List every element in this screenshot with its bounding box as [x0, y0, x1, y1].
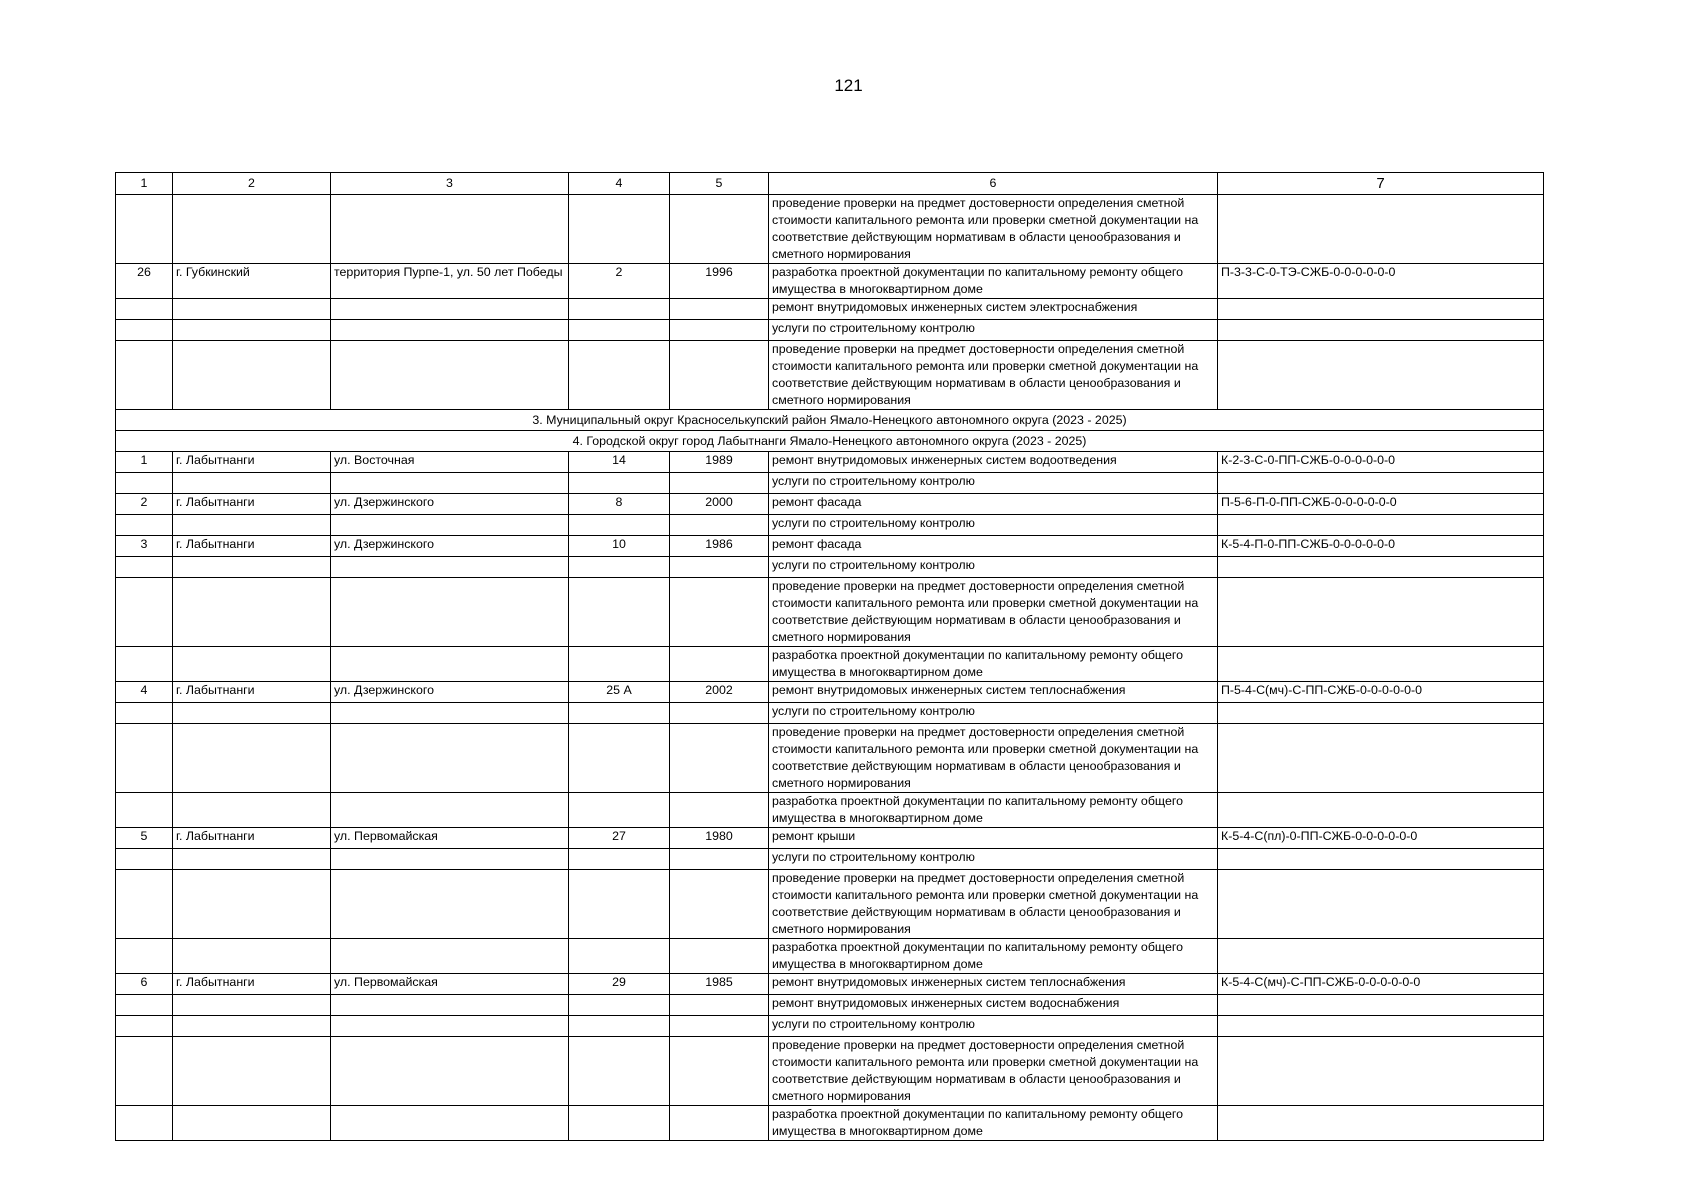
row-number-cell [116, 299, 173, 320]
work-type-cell: услуги по строительному контролю [769, 557, 1218, 578]
city-cell [173, 724, 331, 793]
work-type-cell: разработка проектной документации по капитальному ремонту общего имущества в многоквартирном доме [769, 793, 1218, 828]
work-type-cell: ремонт внутридомовых инженерных систем водоснабжения [769, 995, 1218, 1016]
table-row [116, 473, 1544, 494]
row-number-cell [116, 849, 173, 870]
work-type-cell: проведение проверки на предмет достоверности определения сметной стоимости капитального ремонта или проверки сметной документации на соответствие действующим нормативам в области ценообразования и сметного нормирования [769, 724, 1218, 793]
year-cell [670, 793, 769, 828]
work-type-cell: услуги по строительному контролю [769, 515, 1218, 536]
row-number-cell [116, 1016, 173, 1037]
row-number-cell [116, 341, 173, 410]
row-number-cell [116, 939, 173, 974]
code-cell [1218, 299, 1544, 320]
table-row [116, 578, 1544, 647]
table-row [116, 557, 1544, 578]
street-cell [331, 724, 569, 793]
house-number-cell [569, 703, 670, 724]
table-row [116, 515, 1544, 536]
code-cell [1218, 793, 1544, 828]
street-cell: ул. Восточная [331, 452, 569, 473]
year-cell: 1989 [670, 452, 769, 473]
table-row [116, 939, 1544, 974]
work-type-cell: ремонт внутридомовых инженерных систем водоотведения [769, 452, 1218, 473]
house-number-cell [569, 578, 670, 647]
table-row [116, 341, 1544, 410]
city-cell [173, 849, 331, 870]
code-cell [1218, 1106, 1544, 1141]
city-cell [173, 1016, 331, 1037]
table-row [116, 1037, 1544, 1106]
row-number-cell: 2 [116, 494, 173, 515]
table-row [116, 494, 1544, 515]
year-cell [670, 515, 769, 536]
work-type-cell: проведение проверки на предмет достоверности определения сметной стоимости капитального ремонта или проверки сметной документации на соответствие действующим нормативам в области ценообразования и сметного нормирования [769, 870, 1218, 939]
row-number-cell [116, 703, 173, 724]
street-cell [331, 647, 569, 682]
city-cell [173, 320, 331, 341]
row-number-cell [116, 724, 173, 793]
year-cell [670, 724, 769, 793]
table-row [116, 724, 1544, 793]
year-cell: 2000 [670, 494, 769, 515]
code-cell [1218, 341, 1544, 410]
year-cell [670, 870, 769, 939]
row-number-cell [116, 557, 173, 578]
work-type-cell: ремонт фасада [769, 494, 1218, 515]
code-cell [1218, 195, 1544, 264]
code-cell: К-5-4-С(пл)-0-ПП-СЖБ-0-0-0-0-0-0 [1218, 828, 1544, 849]
work-type-cell: услуги по строительному контролю [769, 1016, 1218, 1037]
city-cell: г. Лабытнанги [173, 452, 331, 473]
street-cell [331, 515, 569, 536]
year-cell [670, 939, 769, 974]
city-cell [173, 647, 331, 682]
year-cell: 1985 [670, 974, 769, 995]
work-type-cell: ремонт фасада [769, 536, 1218, 557]
code-cell [1218, 1016, 1544, 1037]
street-cell [331, 703, 569, 724]
row-number-cell [116, 995, 173, 1016]
street-cell [331, 793, 569, 828]
work-type-cell: проведение проверки на предмет достоверности определения сметной стоимости капитального ремонта или проверки сметной документации на соответствие действующим нормативам в области ценообразования и сметного нормирования [769, 1037, 1218, 1106]
row-number-cell [116, 195, 173, 264]
code-cell [1218, 849, 1544, 870]
section-row [116, 410, 1544, 431]
house-number-cell [569, 515, 670, 536]
work-type-cell: ремонт внутридомовых инженерных систем электроснабжения [769, 299, 1218, 320]
row-number-cell: 6 [116, 974, 173, 995]
row-number-cell: 26 [116, 264, 173, 299]
house-number-cell [569, 870, 670, 939]
code-cell [1218, 557, 1544, 578]
year-cell [670, 1016, 769, 1037]
house-number-cell: 27 [569, 828, 670, 849]
table-row [116, 452, 1544, 473]
row-number-cell [116, 793, 173, 828]
house-number-cell [569, 1106, 670, 1141]
work-type-cell: разработка проектной документации по капитальному ремонту общего имущества в многоквартирном доме [769, 939, 1218, 974]
house-number-cell [569, 320, 670, 341]
street-cell [331, 341, 569, 410]
house-number-cell [569, 1037, 670, 1106]
code-cell: К-5-4-С(мч)-С-ПП-СЖБ-0-0-0-0-0-0 [1218, 974, 1544, 995]
row-number-cell [116, 515, 173, 536]
header-cell: 4 [569, 173, 670, 195]
code-cell: К-5-4-П-0-ПП-СЖБ-0-0-0-0-0-0 [1218, 536, 1544, 557]
house-number-cell [569, 849, 670, 870]
row-number-cell [116, 578, 173, 647]
year-cell [670, 341, 769, 410]
year-cell: 2002 [670, 682, 769, 703]
code-cell [1218, 995, 1544, 1016]
year-cell [670, 849, 769, 870]
code-cell: П-5-6-П-0-ПП-СЖБ-0-0-0-0-0-0 [1218, 494, 1544, 515]
work-type-cell: услуги по строительному контролю [769, 703, 1218, 724]
house-number-cell: 29 [569, 974, 670, 995]
work-type-cell: ремонт внутридомовых инженерных систем теплоснабжения [769, 974, 1218, 995]
header-cell: 2 [173, 173, 331, 195]
code-cell: П-3-3-С-0-ТЭ-СЖБ-0-0-0-0-0-0 [1218, 264, 1544, 299]
table-row [116, 870, 1544, 939]
city-cell: г. Лабытнанги [173, 536, 331, 557]
row-number-cell [116, 1106, 173, 1141]
city-cell [173, 939, 331, 974]
table-row [116, 647, 1544, 682]
city-cell [173, 515, 331, 536]
city-cell [173, 1037, 331, 1106]
row-number-cell [116, 473, 173, 494]
house-number-cell [569, 341, 670, 410]
year-cell [670, 995, 769, 1016]
house-number-cell [569, 793, 670, 828]
house-number-cell [569, 557, 670, 578]
year-cell [670, 195, 769, 264]
city-cell: г. Лабытнанги [173, 974, 331, 995]
table-row [116, 264, 1544, 299]
code-cell [1218, 703, 1544, 724]
table-row [116, 299, 1544, 320]
street-cell: ул. Дзержинского [331, 494, 569, 515]
city-cell [173, 473, 331, 494]
code-cell [1218, 870, 1544, 939]
row-number-cell: 4 [116, 682, 173, 703]
code-cell [1218, 1037, 1544, 1106]
work-type-cell: проведение проверки на предмет достоверности определения сметной стоимости капитального ремонта или проверки сметной документации на соответствие действующим нормативам в области ценообразования и сметного нормирования [769, 341, 1218, 410]
street-cell: ул. Дзержинского [331, 682, 569, 703]
code-cell [1218, 939, 1544, 974]
work-type-cell: разработка проектной документации по капитальному ремонту общего имущества в многоквартирном доме [769, 647, 1218, 682]
house-number-cell: 8 [569, 494, 670, 515]
header-cell: 7 [1218, 173, 1544, 195]
year-cell [670, 557, 769, 578]
table-row [116, 682, 1544, 703]
street-cell [331, 995, 569, 1016]
code-cell: К-2-3-С-0-ПП-СЖБ-0-0-0-0-0-0 [1218, 452, 1544, 473]
row-number-cell [116, 647, 173, 682]
section-row [116, 431, 1544, 452]
year-cell: 1996 [670, 264, 769, 299]
street-cell: ул. Дзержинского [331, 536, 569, 557]
page-number: 121 [834, 76, 863, 95]
house-number-cell: 10 [569, 536, 670, 557]
street-cell [331, 870, 569, 939]
city-cell [173, 299, 331, 320]
table-row [116, 995, 1544, 1016]
work-type-cell: разработка проектной документации по капитальному ремонту общего имущества в многоквартирном доме [769, 1106, 1218, 1141]
city-cell [173, 195, 331, 264]
street-cell [331, 299, 569, 320]
header-cell: 6 [769, 173, 1218, 195]
code-cell [1218, 320, 1544, 341]
code-cell [1218, 473, 1544, 494]
city-cell [173, 557, 331, 578]
city-cell [173, 1106, 331, 1141]
street-cell [331, 849, 569, 870]
row-number-cell: 1 [116, 452, 173, 473]
table-row [116, 793, 1544, 828]
house-number-cell: 25 А [569, 682, 670, 703]
year-cell [670, 320, 769, 341]
code-cell [1218, 578, 1544, 647]
header-cell: 3 [331, 173, 569, 195]
row-number-cell [116, 320, 173, 341]
code-cell [1218, 647, 1544, 682]
house-number-cell: 14 [569, 452, 670, 473]
work-type-cell: ремонт внутридомовых инженерных систем теплоснабжения [769, 682, 1218, 703]
code-cell: П-5-4-С(мч)-С-ПП-СЖБ-0-0-0-0-0-0 [1218, 682, 1544, 703]
work-type-cell: услуги по строительному контролю [769, 320, 1218, 341]
year-cell [670, 473, 769, 494]
table-row [116, 1016, 1544, 1037]
city-cell: г. Губкинский [173, 264, 331, 299]
code-cell [1218, 515, 1544, 536]
house-number-cell [569, 647, 670, 682]
header-cell: 5 [670, 173, 769, 195]
house-number-cell [569, 195, 670, 264]
house-number-cell [569, 473, 670, 494]
year-cell [670, 1037, 769, 1106]
work-type-cell: ремонт крыши [769, 828, 1218, 849]
year-cell [670, 299, 769, 320]
street-cell [331, 195, 569, 264]
table-row [116, 974, 1544, 995]
street-cell [331, 1106, 569, 1141]
year-cell [670, 578, 769, 647]
row-number-cell [116, 1037, 173, 1106]
house-number-cell [569, 939, 670, 974]
street-cell [331, 557, 569, 578]
house-number-cell: 2 [569, 264, 670, 299]
city-cell [173, 793, 331, 828]
street-cell [331, 578, 569, 647]
year-cell: 1986 [670, 536, 769, 557]
section-title: 4. Городской округ город Лабытнанги Ямало-Ненецкого автономного округа (2023 - 2025) [116, 431, 1544, 452]
street-cell: ул. Первомайская [331, 974, 569, 995]
work-type-cell: разработка проектной документации по капитальному ремонту общего имущества в многоквартирном доме [769, 264, 1218, 299]
work-type-cell: проведение проверки на предмет достоверности определения сметной стоимости капитального ремонта или проверки сметной документации на соответствие действующим нормативам в области ценообразования и сметного нормирования [769, 195, 1218, 264]
row-number-cell: 5 [116, 828, 173, 849]
city-cell [173, 703, 331, 724]
house-number-cell [569, 995, 670, 1016]
table-row [116, 703, 1544, 724]
table-row [116, 195, 1544, 264]
table-row [116, 320, 1544, 341]
table-row [116, 536, 1544, 557]
row-number-cell: 3 [116, 536, 173, 557]
city-cell [173, 341, 331, 410]
table-row [116, 849, 1544, 870]
house-number-cell [569, 724, 670, 793]
street-cell [331, 1016, 569, 1037]
street-cell: территория Пурпе-1, ул. 50 лет Победы [331, 264, 569, 299]
street-cell [331, 320, 569, 341]
street-cell [331, 939, 569, 974]
city-cell [173, 995, 331, 1016]
city-cell [173, 578, 331, 647]
work-type-cell: услуги по строительному контролю [769, 849, 1218, 870]
year-cell [670, 647, 769, 682]
code-cell [1218, 724, 1544, 793]
city-cell: г. Лабытнанги [173, 682, 331, 703]
house-number-cell [569, 1016, 670, 1037]
header-row [116, 173, 1544, 195]
year-cell [670, 1106, 769, 1141]
year-cell [670, 703, 769, 724]
row-number-cell [116, 870, 173, 939]
street-cell: ул. Первомайская [331, 828, 569, 849]
table-body [116, 173, 1544, 1141]
table-row [116, 1106, 1544, 1141]
city-cell [173, 870, 331, 939]
year-cell: 1980 [670, 828, 769, 849]
city-cell: г. Лабытнанги [173, 494, 331, 515]
street-cell [331, 473, 569, 494]
house-number-cell [569, 299, 670, 320]
table-row [116, 828, 1544, 849]
work-type-cell: проведение проверки на предмет достоверности определения сметной стоимости капитального ремонта или проверки сметной документации на соответствие действующим нормативам в области ценообразования и сметного нормирования [769, 578, 1218, 647]
street-cell [331, 1037, 569, 1106]
header-cell: 1 [116, 173, 173, 195]
repair-register-table [115, 172, 1544, 1141]
city-cell: г. Лабытнанги [173, 828, 331, 849]
section-title: 3. Муниципальный округ Красноселькупский район Ямало-Ненецкого автономного округа (2023 - 2025) [116, 410, 1544, 431]
work-type-cell: услуги по строительному контролю [769, 473, 1218, 494]
